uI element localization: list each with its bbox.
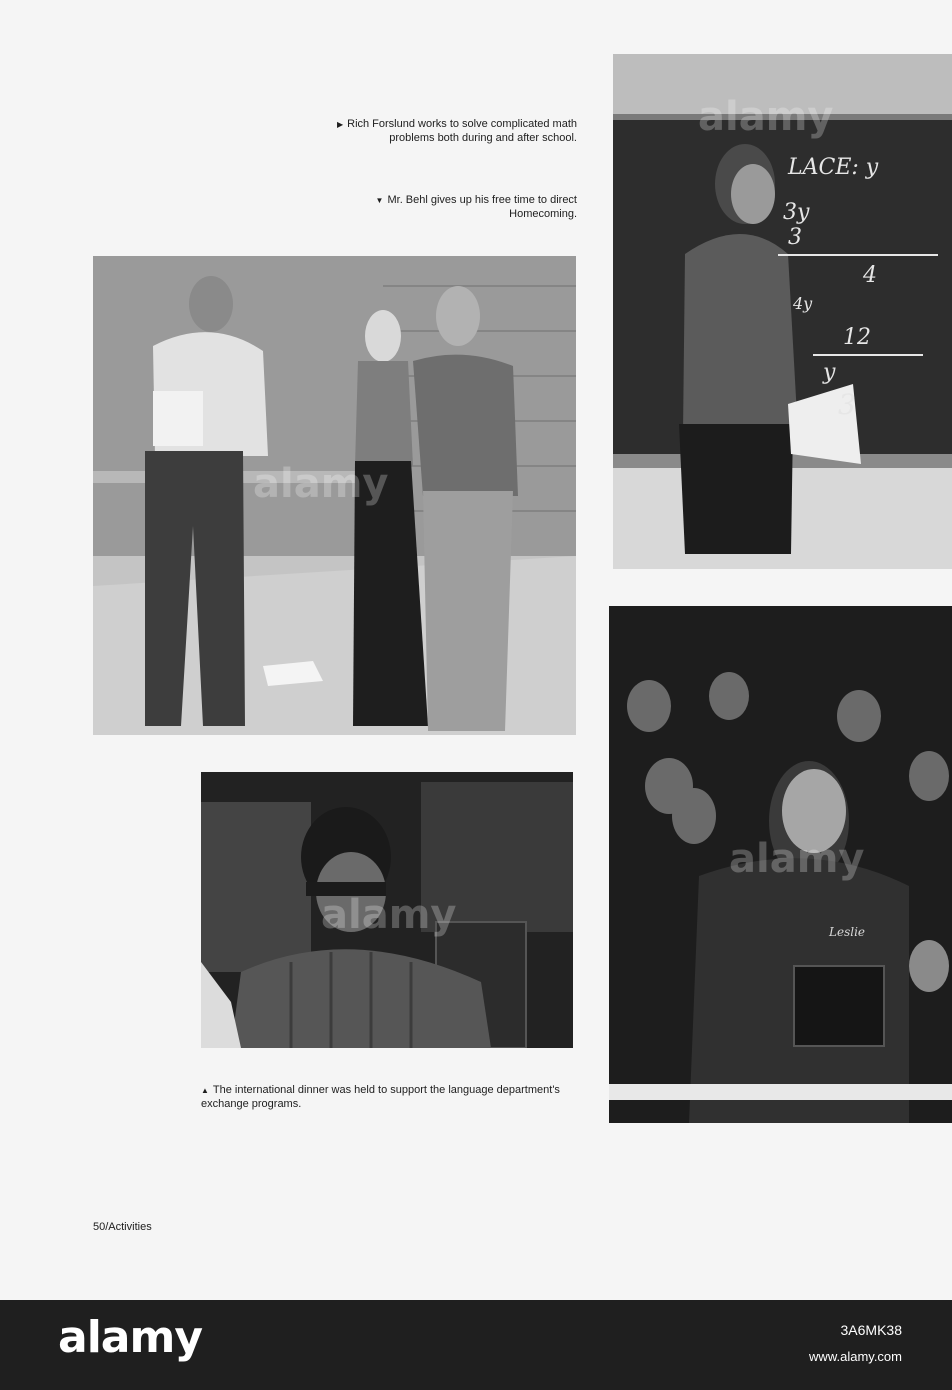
watermark-gym: alamy — [253, 461, 389, 507]
stock-url: www.alamy.com — [809, 1349, 902, 1364]
caption-rich-forslund — [335, 118, 577, 145]
right-triangle-marker-icon: ▶ — [336, 120, 344, 129]
chalk-line-7: y — [823, 360, 836, 385]
caption-mr-behl — [335, 194, 577, 221]
page-folio: 50/Activities — [93, 1221, 152, 1233]
watermark-dinner: alamy — [321, 892, 457, 938]
photo-homecoming-gym — [93, 256, 576, 735]
caption-behl-text: Mr. Behl gives up his free time to direct Homecoming. — [387, 194, 577, 220]
photo-chalkboard-student — [613, 54, 952, 569]
chalk-line-6: 12 — [843, 325, 871, 350]
down-triangle-marker-icon: ▼ — [375, 196, 384, 205]
chalk-line-4: 4 — [863, 263, 877, 288]
alamy-logo: alamy — [58, 1312, 202, 1363]
watermark-crowd: alamy — [729, 836, 865, 882]
watermark-chalkboard: alamy — [698, 94, 834, 140]
up-triangle-marker-icon: ▲ — [201, 1086, 209, 1095]
chalk-line-1: LACE: y — [788, 155, 879, 180]
chalk-line-5: 4y — [793, 294, 813, 313]
caption-rich-text: Rich Forslund works to solve complicated math problems both during and after school. — [347, 118, 577, 144]
jacket-name-text: Leslie — [829, 925, 866, 939]
photo-pep-rally-crowd — [609, 606, 952, 1123]
caption-international-dinner — [201, 1084, 573, 1111]
stock-image-id: 3A6MK38 — [840, 1322, 902, 1338]
photo-international-dinner — [201, 772, 573, 1048]
caption-dinner-text: The international dinner was held to support the language department's exchange programs. — [201, 1084, 560, 1110]
chalk-line-3: 3 — [788, 225, 802, 250]
chalk-line-8: 3 — [838, 388, 856, 421]
chalk-line-2: 3y — [783, 200, 810, 225]
